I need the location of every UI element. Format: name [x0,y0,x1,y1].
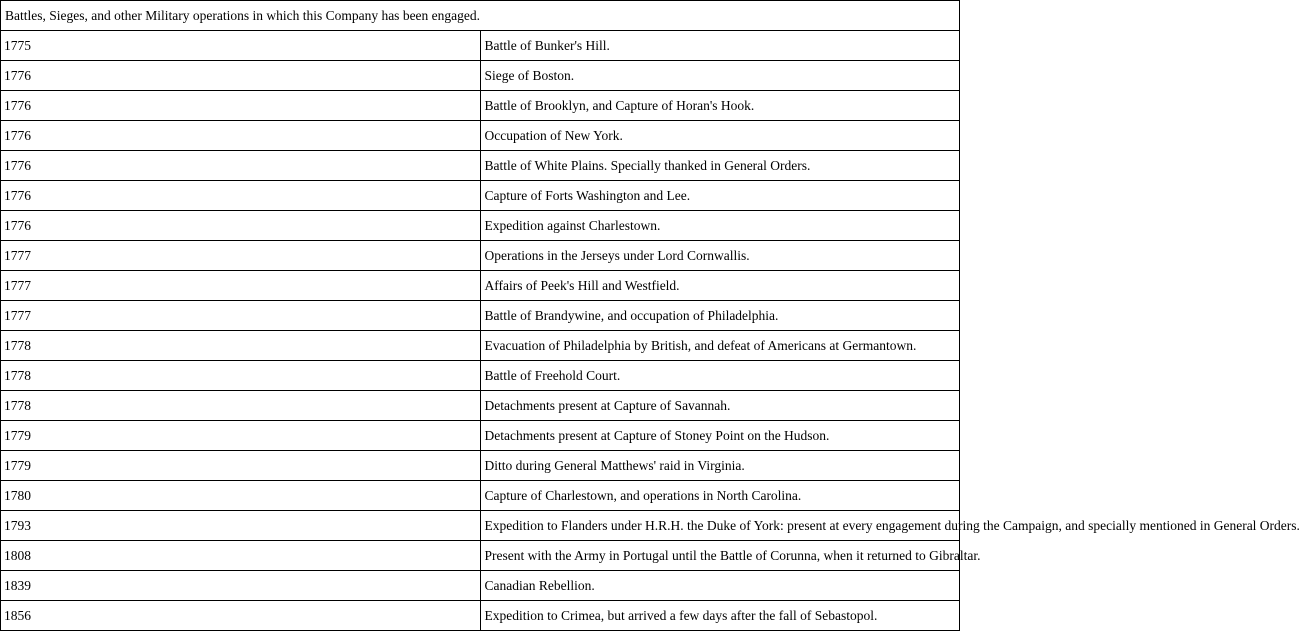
event-cell: Siege of Boston. [480,61,960,91]
table-row [1,61,960,91]
year-cell: 1856 [1,601,481,631]
table-row [1,31,960,61]
event-cell: Detachments present at Capture of Stoney Point on the Hudson. [480,421,960,451]
year-cell: 1776 [1,151,481,181]
event-cell: Evacuation of Philadelphia by British, and defeat of Americans at Germantown. [480,331,960,361]
event-cell: Ditto during General Matthews' raid in Virginia. [480,451,960,481]
table-row [1,241,960,271]
event-cell: Expedition against Charlestown. [480,211,960,241]
event-cell: Occupation of New York. [480,121,960,151]
year-cell: 1777 [1,241,481,271]
year-cell: 1839 [1,571,481,601]
event-cell: Detachments present at Capture of Savannah. [480,391,960,421]
year-cell: 1777 [1,301,481,331]
table-row [1,451,960,481]
event-cell: Battle of White Plains. Specially thanked in General Orders. [480,151,960,181]
table-heading: Battles, Sieges, and other Military operations in which this Company has been engaged. [1,1,960,31]
year-cell: 1780 [1,481,481,511]
year-cell: 1777 [1,271,481,301]
year-cell: 1776 [1,61,481,91]
event-cell: Capture of Charlestown, and operations in North Carolina. [480,481,960,511]
year-cell: 1779 [1,421,481,451]
table-row [1,481,960,511]
table-row [1,421,960,451]
year-cell: 1775 [1,31,481,61]
table-row [1,601,960,631]
table-row [1,151,960,181]
table-row [1,211,960,241]
table-heading-row [1,1,960,31]
event-cell: Battle of Brandywine, and occupation of Philadelphia. [480,301,960,331]
year-cell: 1776 [1,181,481,211]
table-row [1,91,960,121]
table-row [1,181,960,211]
table-row [1,301,960,331]
year-cell: 1779 [1,451,481,481]
table-row [1,361,960,391]
year-cell: 1808 [1,541,481,571]
event-cell: Expedition to Flanders under H.R.H. the Duke of York: present at every engagement during the Campaign, and specially mentioned in General Orders. [480,511,960,541]
event-cell: Capture of Forts Washington and Lee. [480,181,960,211]
table-row [1,121,960,151]
year-cell: 1776 [1,211,481,241]
year-cell: 1778 [1,331,481,361]
year-cell: 1776 [1,91,481,121]
year-cell: 1776 [1,121,481,151]
table-row [1,271,960,301]
table-row [1,391,960,421]
event-cell: Operations in the Jerseys under Lord Cornwallis. [480,241,960,271]
event-cell: Battle of Freehold Court. [480,361,960,391]
year-cell: 1778 [1,391,481,421]
event-cell: Canadian Rebellion. [480,571,960,601]
table-row [1,541,960,571]
event-cell: Present with the Army in Portugal until the Battle of Corunna, when it returned to Gibraltar. [480,541,960,571]
table-row [1,571,960,601]
event-cell: Battle of Brooklyn, and Capture of Horan's Hook. [480,91,960,121]
year-cell: 1778 [1,361,481,391]
event-cell: Expedition to Crimea, but arrived a few days after the fall of Sebastopol. [480,601,960,631]
table-row [1,511,960,541]
event-cell: Battle of Bunker's Hill. [480,31,960,61]
table-body [1,1,1300,631]
year-cell: 1793 [1,511,481,541]
event-cell: Affairs of Peek's Hill and Westfield. [480,271,960,301]
table-row [1,331,960,361]
